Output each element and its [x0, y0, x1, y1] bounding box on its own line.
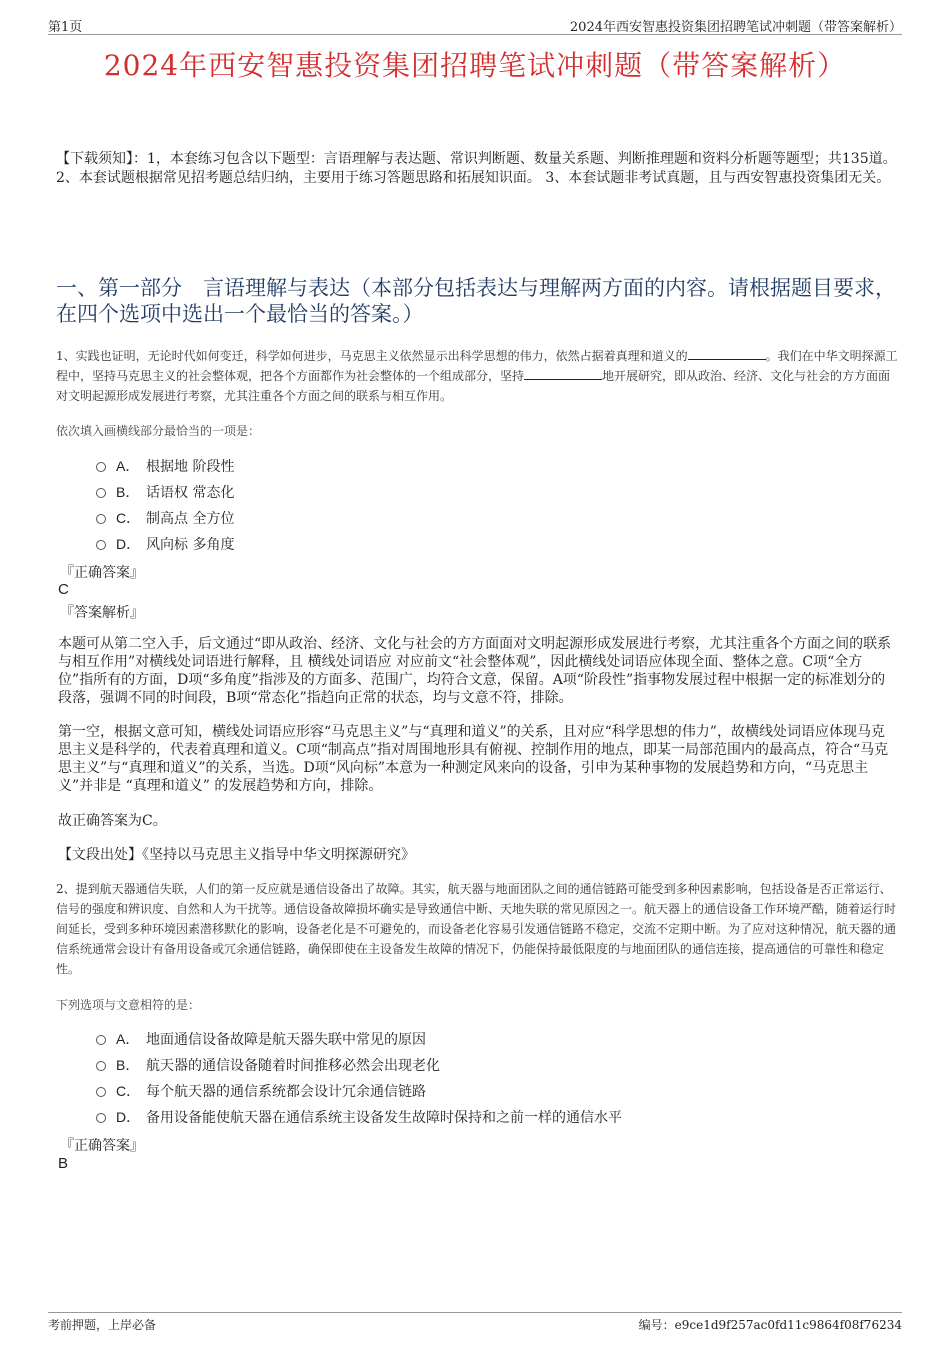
analysis-paragraph-2: 第一空，根据文意可知，横线处词语应形容“马克思主义”与“真理和道义”的关系，且对应“科学思想的伟力”，故横线处词语应体现马克思主义是科学的，代表着真理和道义。C项“制高点”指对周围地形具有俯视、控制作用的地点，即某一局部范围内的最高点，符合“马克思主义”与“真理和道义”的关系，当选。D项“风向标”本意为一种测定风来向的设备，引申为某种事物的发展趋势和方向，“马克思主义”并非是 “真理和道义” 的发展趋势和方向，排除。 — [58, 724, 889, 794]
page-title: 2024年西安智惠投资集团招聘笔试冲刺题（带答案解析） — [103, 49, 847, 82]
radio-icon[interactable] — [96, 488, 106, 498]
radio-icon[interactable] — [96, 462, 106, 472]
question-2-lead: 下列选项与文意相符的是： — [56, 998, 201, 1012]
option-b[interactable]: B． 话语权 常态化 — [96, 479, 234, 505]
option-c[interactable]: C． 每个航天器的通信系统都会设计冗余通信链路 — [96, 1078, 622, 1104]
document-id: 编号：e9ce1d9f257ac0fd11c9864f08f76234 — [638, 1318, 902, 1332]
answer-tag: 『正确答案』 — [60, 1138, 144, 1154]
option-c[interactable]: C． 制高点 全方位 — [96, 505, 234, 531]
answer-tag: 『正确答案』 — [60, 565, 144, 581]
option-b[interactable]: B． 航天器的通信设备随着时间推移必然会出现老化 — [96, 1052, 622, 1078]
question-1-part2: 。我们在中华文明探源工程中，坚持马克思主义的社会整体观，把各个方面都作为社会整体的一个组成部分，坚持 — [56, 349, 898, 383]
question-1-lead: 依次填入画横线部分最恰当的一项是： — [56, 424, 261, 438]
download-notice: 【下载须知】：1，本套练习包含以下题型：言语理解与表达题、常识判断题、数量关系题、判断推理题和资料分析题等题型；共135道。 2、本套试题根据常见招考题总结归纳，主要用于练习答题思路和拓展知识面。 3、本套试题非考试真题，且与西安智惠投资集团无关。 — [56, 151, 897, 186]
question-1-part1: 1、实践也证明，无论时代如何变迁，科学如何进步，马克思主义依然显示出科学思想的伟力，依然占据着真理和道义的 — [56, 349, 688, 363]
header-doc-title: 2024年西安智惠投资集团招聘笔试冲刺题（带答案解析） — [569, 20, 902, 35]
option-a[interactable]: A． 地面通信设备故障是航天器失联中常见的原因 — [96, 1026, 622, 1052]
answer-value: B — [58, 1155, 69, 1172]
footer-slogan: 考前押题，上岸必备 — [48, 1318, 157, 1332]
option-d[interactable]: D． 风向标 多角度 — [96, 531, 234, 557]
fill-blank-1 — [688, 347, 766, 360]
question-1-part3: 地开展研究，即从政治、经济、文化与社会的方方面面对文明起源形成发展进行考察，尤其注重各个方面之间的联系与相互作用。 — [56, 369, 891, 403]
radio-icon[interactable] — [96, 1087, 106, 1097]
option-d[interactable]: D． 备用设备能使航天器在通信系统主设备发生故障时保持和之前一样的通信水平 — [96, 1104, 622, 1130]
analysis-paragraph-1: 本题可从第二空入手，后文通过“即从政治、经济、文化与社会的方方面面对文明起源形成发展进行考察，尤其注重各个方面之间的联系与相互作用”对横线处词语进行解释，且 横线处词语应 对应前文“社会整体观”，因此横线处词语应体现全面、整体之意。C项“全方位”指所有的方面，D项“多角度”指涉及的方面多、范围广，均符合文意，保留。A项“阶段性”指事物发展过程中根据一定的标准划分的段落，强调不同的时间段，B项“常态化”指趋向正常的状态，均与文意不符，排除。 — [58, 636, 892, 706]
page-header — [48, 14, 902, 35]
question-1-options — [96, 453, 234, 557]
option-a[interactable]: A． 根据地 阶段性 — [96, 453, 234, 479]
question-2-options — [96, 1026, 622, 1130]
page-number: 第1页 — [48, 20, 83, 35]
conclusion: 故正确答案为C。 — [58, 813, 167, 829]
question-2-text: 2、提到航天器通信失联，人们的第一反应就是通信设备出了故障。其实，航天器与地面团队之间的通信链路可能受到多种因素影响，包括设备是否正常运行、信号的强度和辨识度、自然和人为干扰等。通信设备故障损坏确实是导致通信中断、天地失联的常见原因之一。航天器上的通信设备工作环境严酷，随着运行时间延长，受到多种环境因素潜移默化的影响，设备老化是不可避免的，而设备老化容易引发通信链路不稳定，交流不定期中断。为了应对这种情况，航天器的通信系统通常会设计有备用设备或冗余通信链路，确保即使在主设备发生故障的情况下，仍能保持最低限度的与地面团队的通信连接，提高通信的可靠性和稳定性。 — [56, 882, 897, 976]
radio-icon[interactable] — [96, 1113, 106, 1123]
radio-icon[interactable] — [96, 1061, 106, 1071]
radio-icon[interactable] — [96, 540, 106, 550]
radio-icon[interactable] — [96, 514, 106, 524]
section-title: 一、第一部分 言语理解与表达（本部分包括表达与理解两方面的内容。请根据题目要求，在四个选项中选出一个最恰当的答案。） — [56, 276, 896, 326]
source-citation: 【文段出处】《坚持以马克思主义指导中华文明探源研究》 — [58, 847, 415, 863]
answer-value: C — [58, 581, 69, 598]
question-1-text — [56, 346, 898, 406]
analysis-tag: 『答案解析』 — [60, 605, 144, 621]
page-footer — [48, 1312, 902, 1332]
radio-icon[interactable] — [96, 1035, 106, 1045]
fill-blank-2 — [524, 367, 602, 380]
